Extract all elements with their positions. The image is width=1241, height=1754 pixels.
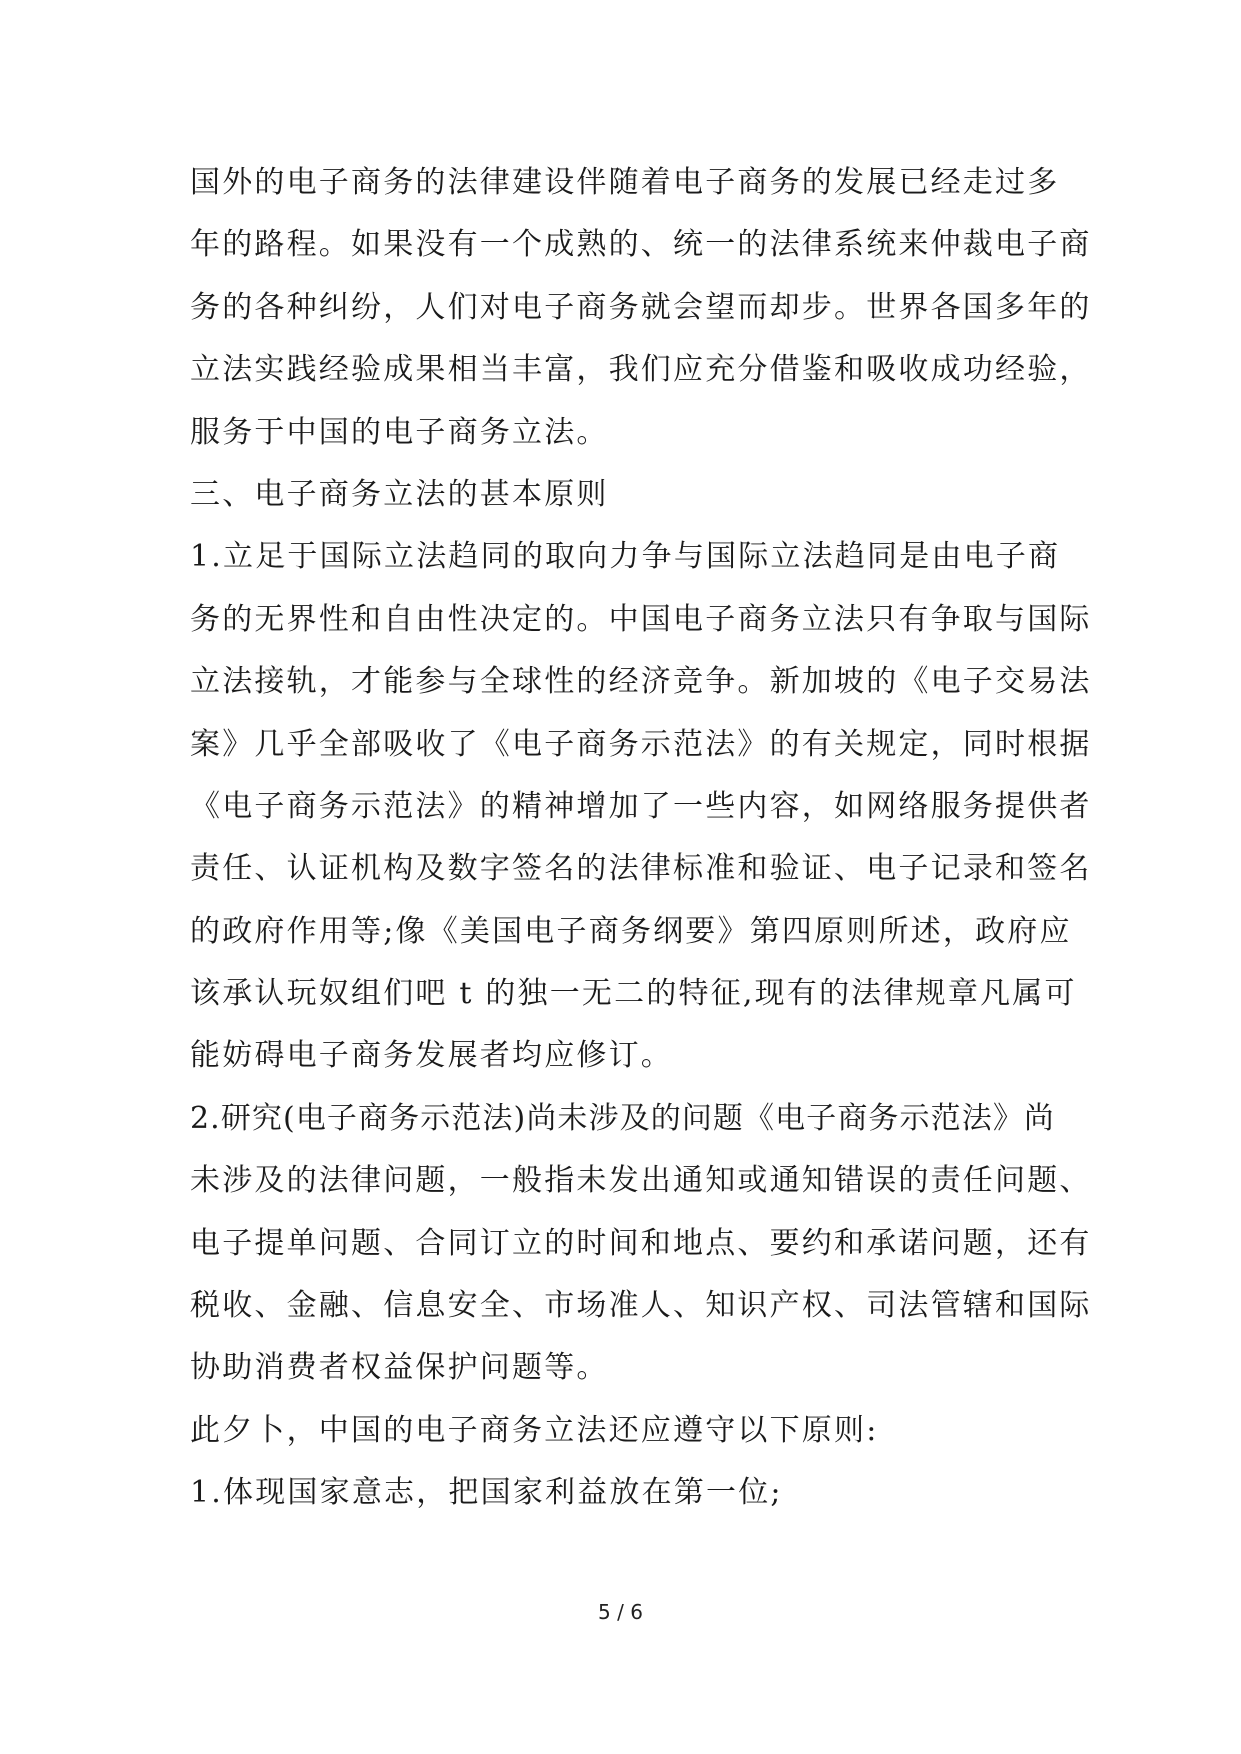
text-line: 电子提单问题、合同订立的时间和地点、要约和承诺问题，还有 — [190, 1225, 1092, 1261]
text-line: 立法实践经验成果相当丰富，我们应充分借鉴和吸收成功经验， — [190, 352, 1092, 388]
text-line: 能妨碍电子商务发展者均应修订。 — [190, 1038, 673, 1074]
text-line: 2.研究(电子商务示范法)尚未涉及的问题《电子商务示范法》尚 — [190, 1100, 1056, 1136]
text-line: 此夕卜，中国的电子商务立法还应遵守以下原则: — [190, 1412, 879, 1448]
text-line: 协助消费者权益保护问题等。 — [190, 1350, 609, 1386]
text-line: 该承认玩奴组们吧 t 的独一无二的特征,现有的法律规章凡属可 — [190, 976, 1077, 1012]
text-line: 未涉及的法律问题，一般指未发出通知或通知错误的责任问题、 — [190, 1163, 1092, 1199]
text-line: 务的无界性和自由性决定的。中国电子商务立法只有争取与国际 — [190, 601, 1092, 637]
text-line: 1.体现国家意志，把国家利益放在第一位; — [190, 1475, 783, 1511]
text-line: 《电子商务示范法》的精神增加了一些内容，如网络服务提供者 — [190, 788, 1092, 824]
text-line: 责任、认证机构及数字签名的法律标准和验证、电子记录和签名 — [190, 851, 1092, 887]
text-line: 国外的电子商务的法律建设伴随着电子商务的发展已经走过多 — [190, 165, 1060, 200]
text-line: 服务于中国的电子商务立法。 — [190, 414, 609, 450]
text-line: 案》几乎全部吸收了《电子商务示范法》的有关规定，同时根据 — [190, 726, 1092, 762]
text-line: 的政府作用等;像《美国电子商务纲要》第四原则所述，政府应 — [190, 913, 1072, 949]
document-body — [190, 152, 1092, 1525]
section-heading: 三、电子商务立法的甚本原则 — [190, 476, 609, 512]
page-number: 5 / 6 — [598, 1600, 643, 1624]
text-line: 立法接轨，才能参与全球性的经济竞争。新加坡的《电子交易法 — [190, 664, 1092, 700]
text-line: 1.立足于国际立法趋同的取向力争与国际立法趋同是由电子商 — [190, 539, 1061, 575]
text-line: 年的路程。如果没有一个成熟的、统一的法律系统来仲裁电子商 — [190, 227, 1092, 263]
text-line: 务的各种纠纷，人们对电子商务就会望而却步。世界各国多年的 — [190, 289, 1092, 325]
text-line: 税收、金融、信息安全、市场准人、知识产权、司法管辖和国际 — [190, 1288, 1092, 1324]
